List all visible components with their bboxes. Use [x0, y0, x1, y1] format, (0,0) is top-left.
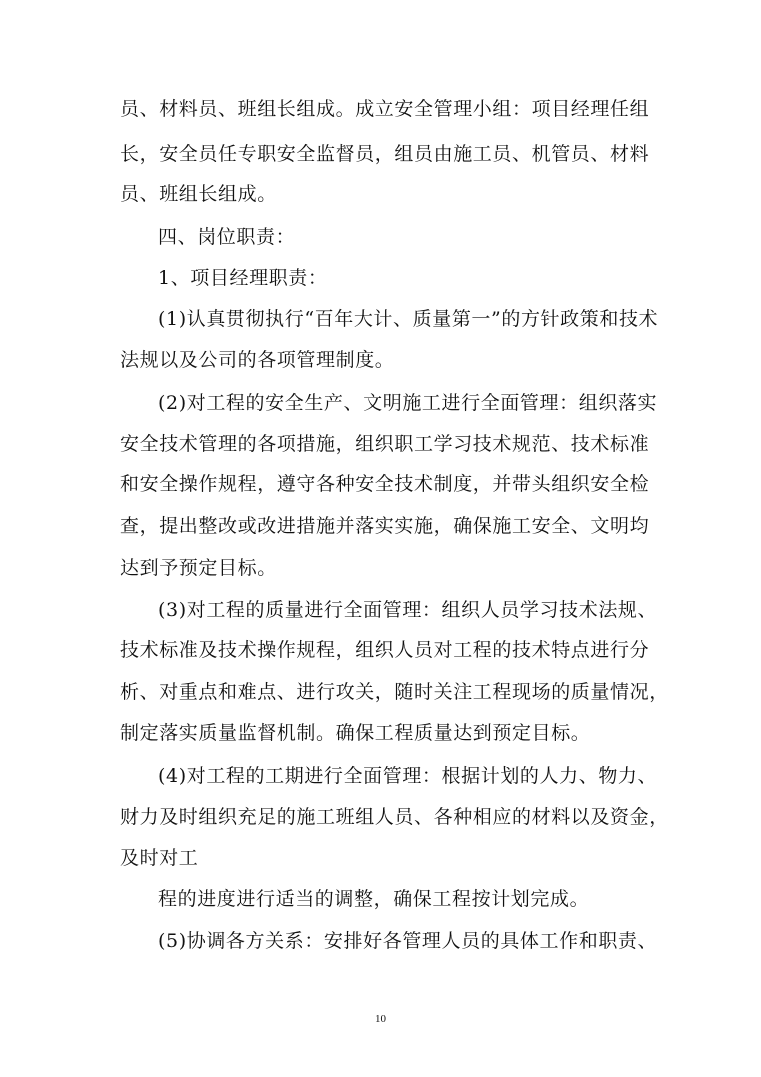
text-line: 查，提出整改或改进措施并落实实施，确保施工安全、文明均	[120, 515, 650, 537]
page-number: 10	[375, 1013, 386, 1025]
text-line: 员、班组长组成。	[120, 183, 277, 205]
text-line: 制定落实质量监督机制。确保工程质量达到预定目标。	[120, 722, 591, 744]
text-line: (2)对工程的安全生产、文明施工进行全面管理：组织落实	[158, 392, 658, 414]
subsection-heading: 1、项目经理职责：	[158, 267, 328, 289]
text-line: (5)协调各方关系：安排好各管理人员的具体工作和职责、	[158, 930, 658, 952]
text-line: 员、材料员、班组长组成。成立安全管理小组：项目经理任组	[120, 98, 650, 120]
text-line: 程的进度进行适当的调整，确保工程按计划完成。	[158, 888, 590, 910]
text-line: (3)对工程的质量进行全面管理：组织人员学习技术法规、	[158, 599, 658, 621]
text-line: 技术标准及技术操作规程，组织人员对工程的技术特点进行分	[120, 639, 650, 661]
text-line: 法规以及公司的各项管理制度。	[120, 349, 395, 371]
text-line: 析、对重点和难点、进行攻关，随时关注工程现场的质量情况，	[120, 681, 669, 703]
text-line: 财力及时组织充足的施工班组人员、各种相应的材料以及资金，	[120, 806, 669, 828]
text-line: 长，安全员任专职安全监督员，组员由施工员、机管员、材料	[120, 143, 650, 165]
text-line: (4)对工程的工期进行全面管理：根据计划的人力、物力、	[158, 765, 658, 787]
text-line: 和安全操作规程，遵守各种安全技术制度，并带头组织安全检	[120, 473, 650, 495]
text-line: 达到予预定目标。	[120, 557, 277, 579]
text-line: 及时对工	[120, 847, 199, 869]
text-line: 安全技术管理的各项措施，组织职工学习技术规范、技术标准	[120, 433, 650, 455]
section-heading: 四、岗位职责：	[158, 226, 296, 248]
text-line: (1)认真贯彻执行“百年大计、质量第一”的方针政策和技术	[158, 308, 659, 330]
